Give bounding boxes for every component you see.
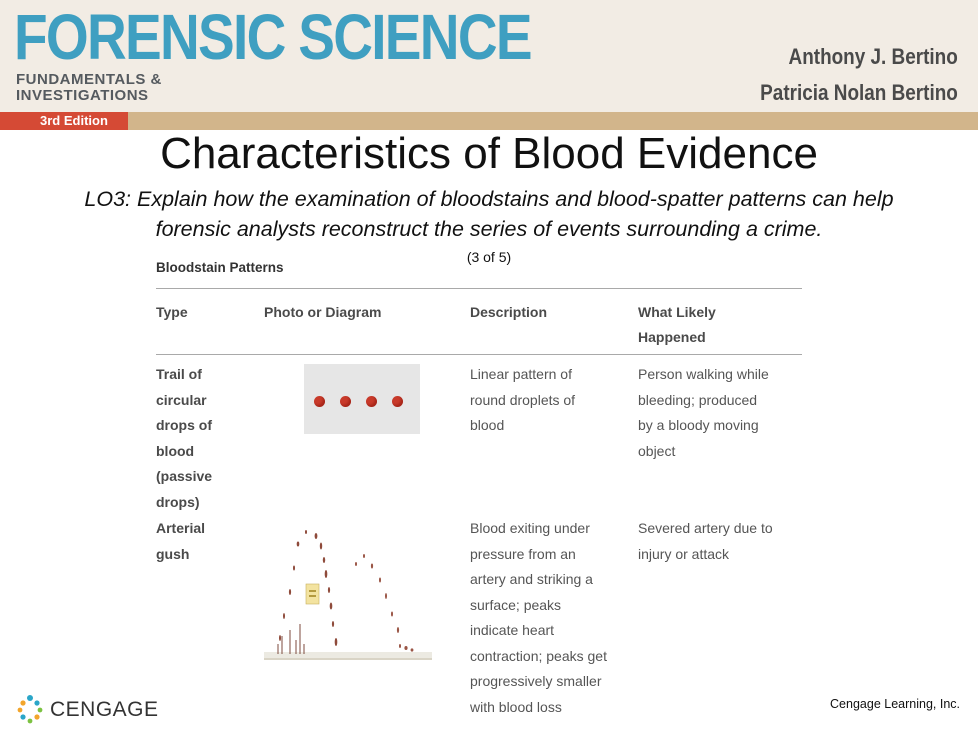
edition-label: 3rd Edition — [40, 113, 108, 128]
row-2-description-line: artery and striking a — [470, 571, 593, 587]
row-2-type-line: gush — [156, 545, 190, 562]
book-subtitle-line-2: INVESTIGATIONS — [16, 87, 149, 104]
row-1-type-line: circular — [156, 391, 207, 408]
passive-drops-photo — [304, 364, 420, 434]
row-1-description-line: round droplets of — [470, 391, 576, 408]
row-2-description-line: surface; peaks — [470, 596, 562, 613]
row-1-description-line: blood — [470, 417, 505, 433]
row-2-type-line: Arterial — [156, 520, 206, 536]
row-2-description — [470, 516, 630, 720]
row-2-description-line: contraction; peaks get — [470, 647, 607, 664]
header-type: Type — [156, 304, 188, 320]
row-1-type-line: (passive — [156, 468, 213, 484]
row-2-type — [156, 516, 248, 567]
row-1-type — [156, 362, 248, 515]
slide-title: Characteristics of Blood Evidence — [160, 129, 818, 178]
row-1-what-line: Person walking while — [638, 366, 769, 382]
table-header-rule — [156, 354, 802, 355]
arterial-gush-photo — [260, 520, 440, 670]
row-2-description-line: Blood exiting under — [470, 520, 590, 536]
book-subtitle-line-1: FUNDAMENTALS & — [16, 71, 162, 88]
page-indicator: (3 of 5) — [466, 249, 512, 265]
row-2-what-line: injury or attack — [638, 545, 730, 562]
row-1-type-line: drops) — [156, 493, 200, 510]
cengage-logo-text: CENGAGE — [50, 698, 159, 721]
table-top-rule — [156, 288, 802, 289]
cengage-dots-icon — [16, 694, 44, 724]
blood-drop — [366, 396, 377, 407]
row-1-what-happened — [638, 362, 804, 464]
bloodstain-table — [148, 252, 804, 720]
blood-drop — [392, 396, 403, 407]
header-photo: Photo or Diagram — [264, 304, 382, 320]
author-name-2: Patricia Nolan Bertino — [760, 80, 958, 105]
learning-objective-line-2: forensic analysts reconstruct the series of events surrounding a crime. — [155, 217, 823, 241]
row-2-description-line: progressively smaller — [470, 673, 602, 689]
author-name-1: Anthony J. Bertino — [788, 44, 958, 69]
header-banner — [0, 0, 978, 112]
row-2-what-line: Severed artery due to — [638, 520, 773, 536]
row-1-type-line: blood — [156, 442, 195, 459]
learning-objective-line-1: LO3: Explain how the examination of bloodstains and blood-spatter patterns can help — [84, 187, 894, 211]
row-2-what-happened — [638, 516, 804, 567]
copyright-credit: Cengage Learning, Inc. — [830, 697, 960, 711]
row-1-description-line: Linear pattern of — [470, 366, 572, 382]
header-what-happened — [638, 300, 804, 350]
blood-drop — [314, 396, 325, 407]
learning-objective — [0, 184, 978, 244]
header-what-line-1: What Likely — [638, 304, 716, 320]
row-1-description — [470, 362, 630, 439]
row-2-description-line: pressure from an — [470, 545, 576, 562]
header-description: Description — [470, 304, 548, 320]
row-2-description-line: with blood loss — [470, 698, 562, 715]
row-2-description-line: indicate heart — [470, 622, 555, 638]
row-1-what-line: bleeding; produced — [638, 391, 758, 408]
row-1-what-line: object — [638, 442, 676, 459]
table-caption: Bloodstain Patterns — [156, 260, 284, 275]
header-what-line-2: Happened — [638, 329, 706, 345]
blood-drop — [340, 396, 351, 407]
row-1-what-line: by a bloody moving — [638, 417, 759, 433]
row-1-type-line: drops of — [156, 417, 212, 433]
book-subtitle — [16, 72, 162, 104]
row-1-type-line: Trail of — [156, 366, 202, 382]
book-title: FORENSIC SCIENCE — [14, 1, 531, 73]
arterial-gush-image — [260, 520, 440, 670]
